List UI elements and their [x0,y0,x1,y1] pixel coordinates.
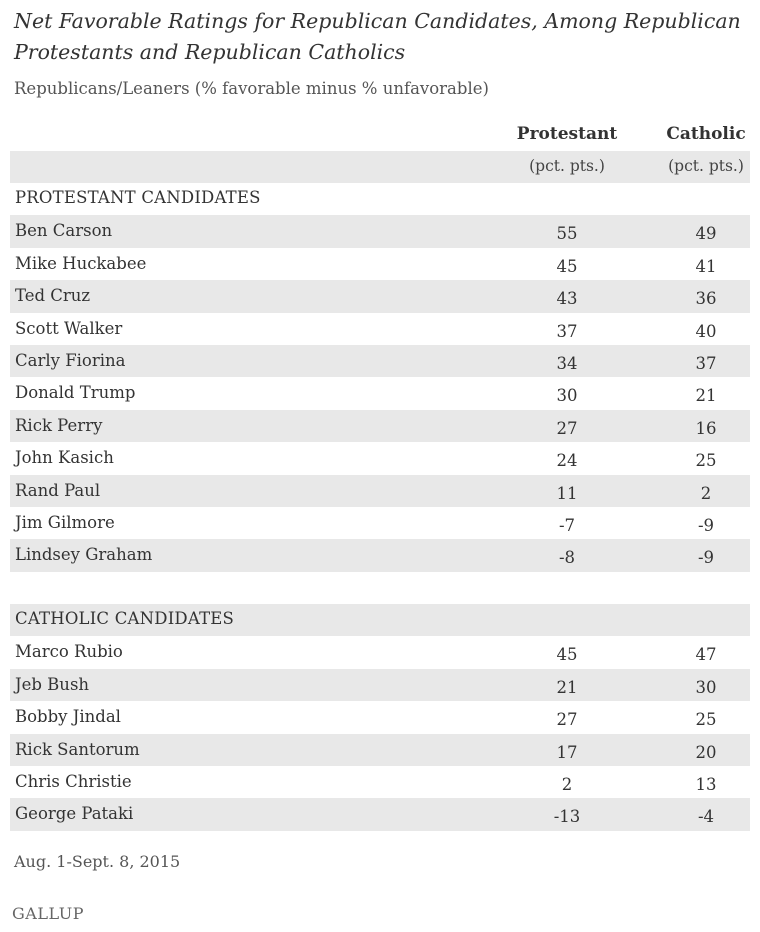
table-row [10,313,750,345]
column-header-row [10,118,750,151]
catholic-value: 41 [695,256,717,276]
candidate-name: Ben Carson [15,221,113,241]
candidate-name: Marco Rubio [15,642,123,662]
chart-title: Net Favorable Ratings for Republican Candidates, Among Republican Protestants and Republican Catholics [14,9,741,64]
protestant-value: 34 [556,353,578,373]
protestant-value: 45 [556,645,578,665]
protestant-value: 45 [556,256,578,276]
protestant-value: 2 [561,775,573,795]
catholic-value: 2 [700,483,712,503]
section-header [10,183,750,215]
candidate-name: Chris Christie [15,772,132,792]
table-body [10,183,750,831]
table-row [10,669,750,701]
catholic-value: -9 [697,548,715,568]
protestant-value: 55 [556,224,578,244]
candidate-name: Carly Fiorina [15,350,126,370]
protestant-value: -7 [558,515,576,535]
protestant-value: 30 [556,386,578,406]
catholic-value: 25 [695,451,717,471]
catholic-value: -9 [697,515,715,535]
protestant-value: 27 [556,710,578,730]
candidate-name: George Pataki [15,804,134,824]
candidate-name: Lindsey Graham [15,545,153,565]
units-catholic: (pct. pts.) [668,157,744,175]
table-row [10,701,750,733]
ratings-table [10,118,750,831]
table-row [10,442,750,474]
protestant-value: 37 [556,321,578,341]
catholic-value: 49 [695,224,717,244]
catholic-value: 20 [695,742,717,762]
table-row [10,766,750,798]
catholic-value: 40 [695,321,717,341]
table-row [10,734,750,766]
catholic-value: 25 [695,710,717,730]
catholic-value: 37 [695,353,717,373]
table-row [10,636,750,668]
protestant-value: 24 [556,451,578,471]
protestant-value: 21 [556,677,578,697]
catholic-value: 13 [695,775,717,795]
gallup-logo: GALLUP [12,904,84,923]
candidate-name: Rand Paul [15,480,101,500]
table-row [10,507,750,539]
candidate-name: Jeb Bush [15,674,90,694]
candidate-name: Donald Trump [15,383,136,403]
table-row [10,280,750,312]
date-footnote: Aug. 1-Sept. 8, 2015 [14,852,181,871]
protestant-value: 43 [556,289,578,309]
candidate-name: Rick Santorum [15,739,140,759]
candidate-name: Mike Huckabee [15,253,147,273]
table-row [10,377,750,409]
table-row [10,539,750,571]
candidate-name: John Kasich [15,448,114,468]
catholic-value: 16 [695,418,717,438]
catholic-value: 30 [695,677,717,697]
candidate-name: Rick Perry [15,415,103,435]
table-row [10,345,750,377]
table-row [10,798,750,830]
candidate-name: Ted Cruz [15,286,91,306]
catholic-value: 21 [695,386,717,406]
section-label: PROTESTANT CANDIDATES [15,188,261,207]
units-protestant: (pct. pts.) [529,157,605,175]
section-header [10,604,750,636]
section-spacer [10,572,750,604]
catholic-value: 36 [695,289,717,309]
protestant-value: 17 [556,742,578,762]
column-header-catholic: Catholic [666,124,746,144]
units-row [10,151,750,183]
section-label: CATHOLIC CANDIDATES [15,609,235,629]
table-row [10,410,750,442]
table-row [10,248,750,280]
table-row [10,475,750,507]
protestant-value: 27 [556,418,578,438]
candidate-name: Bobby Jindal [15,707,121,727]
chart-subtitle: Republicans/Leaners (% favorable minus % unfavorable) [14,79,489,98]
catholic-value: -4 [697,807,715,827]
table-row [10,215,750,247]
column-header-protestant: Protestant [516,124,618,144]
protestant-value: 11 [556,483,578,503]
catholic-value: 47 [695,645,717,665]
candidate-name: Scott Walker [15,318,123,338]
protestant-value: -8 [558,548,576,568]
candidate-name: Jim Gilmore [15,512,115,532]
protestant-value: -13 [553,807,581,827]
